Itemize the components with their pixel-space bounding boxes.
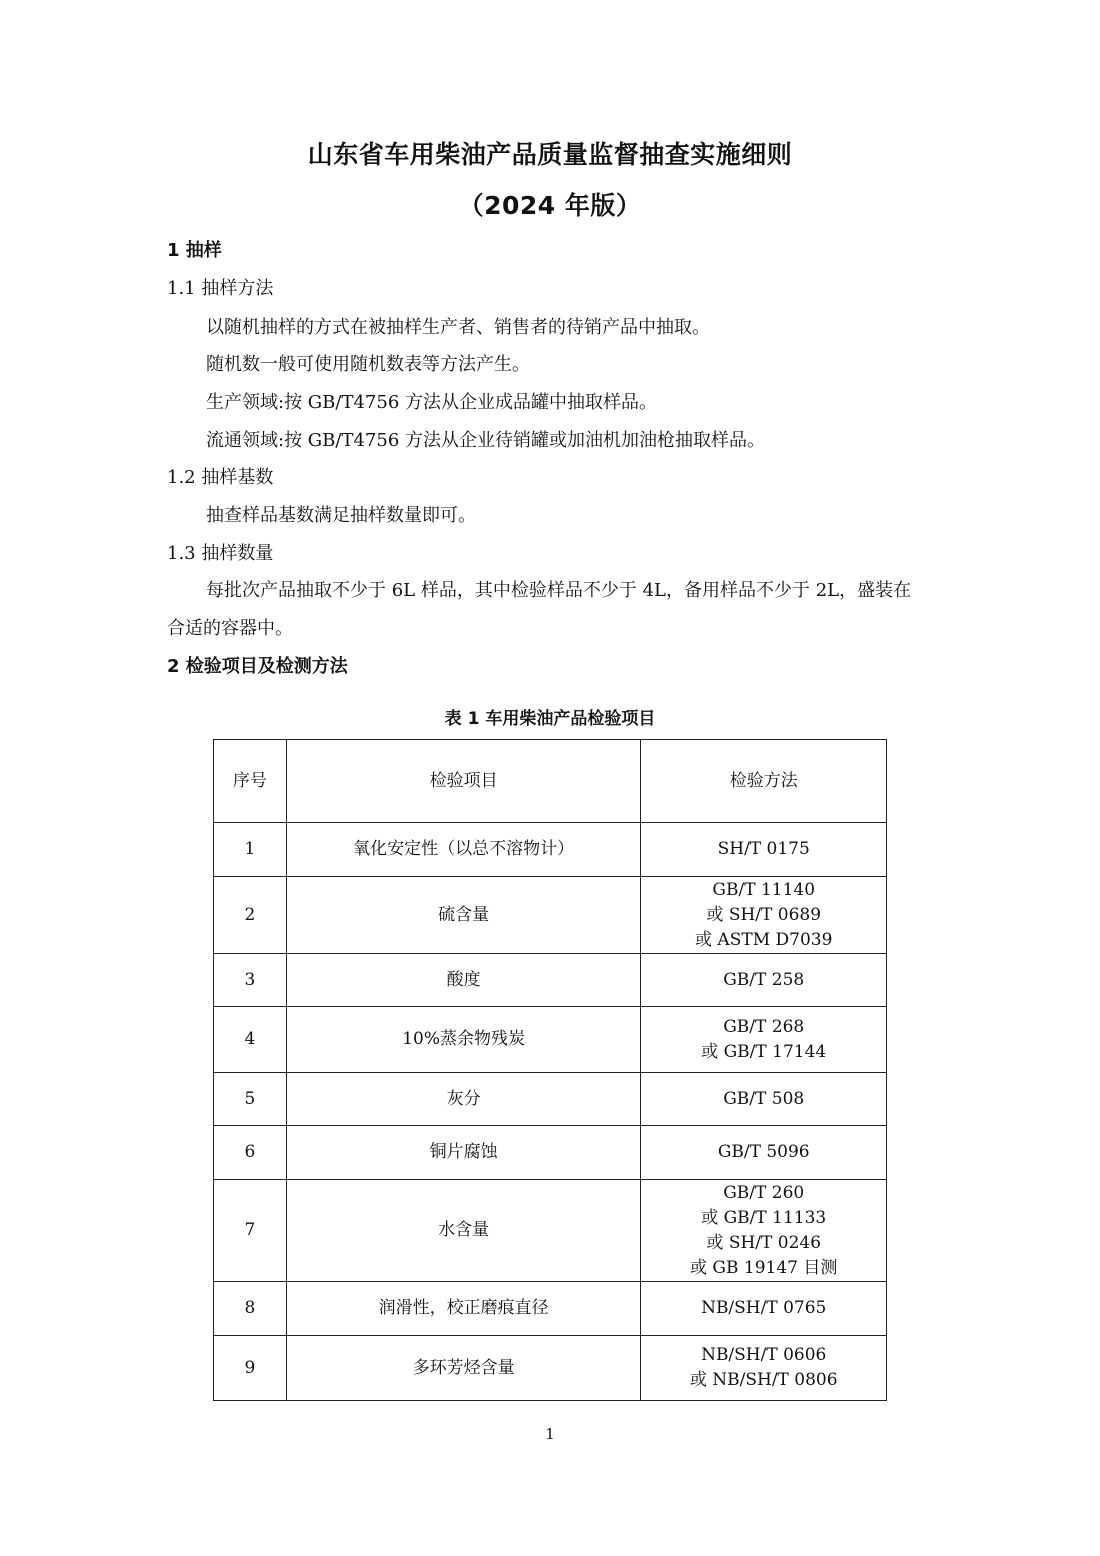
cell-inspection-item: 水含量: [286, 1180, 641, 1282]
paragraph: 以随机抽样的方式在被抽样生产者、销售者的待销产品中抽取。: [206, 317, 710, 338]
cell-serial-number: 4: [214, 1007, 287, 1073]
table-row: [214, 1336, 887, 1401]
cell-inspection-method: [641, 1282, 887, 1336]
method-line: 或 ASTM D7039: [695, 929, 833, 950]
cell-inspection-method: [641, 1007, 887, 1073]
cell-inspection-item: 多环芳烃含量: [286, 1336, 641, 1401]
method-line: 或 SH/T 0246: [706, 1232, 822, 1253]
method-line: SH/T 0175: [717, 839, 810, 859]
table-row: [214, 1073, 887, 1126]
inspection-items-table: [213, 739, 887, 1401]
cell-inspection-item: 氧化安定性（以总不溶物计）: [286, 823, 641, 877]
cell-inspection-item: 酸度: [286, 954, 641, 1007]
cell-serial-number: 2: [214, 877, 287, 954]
paragraph: 生产领域:按 GB/T4756 方法从企业成品罐中抽取样品。: [206, 392, 657, 413]
method-line: GB/T 268: [723, 1016, 805, 1037]
method-line: GB/T 508: [723, 1088, 805, 1109]
header-inspection-item: 检验项目: [286, 740, 641, 823]
section-1-heading: 1 抽样: [167, 240, 222, 261]
method-line: GB/T 11140: [712, 879, 816, 900]
cell-serial-number: 5: [214, 1073, 287, 1126]
paragraph: 每批次产品抽取不少于 6L 样品，其中检验样品不少于 4L，备用样品不少于 2L，盛装在: [206, 580, 912, 601]
cell-serial-number: 9: [214, 1336, 287, 1401]
method-line: GB/T 258: [723, 969, 805, 990]
table-caption: 表 1 车用柴油产品检验项目: [444, 709, 656, 729]
table-row: [214, 1180, 887, 1282]
cell-inspection-method: [641, 1336, 887, 1401]
section-2-heading: 2 检验项目及检测方法: [167, 656, 348, 677]
table-row: [214, 954, 887, 1007]
cell-serial-number: 1: [214, 823, 287, 877]
table-row: [214, 1282, 887, 1336]
document-subtitle: （2024 年版）: [458, 191, 642, 220]
cell-serial-number: 8: [214, 1282, 287, 1336]
method-line: GB/T 5096: [717, 1142, 810, 1162]
table-row: [214, 1126, 887, 1180]
paragraph: 流通领域:按 GB/T4756 方法从企业待销罐或加油机加油枪抽取样品。: [206, 430, 765, 451]
cell-inspection-item: 灰分: [286, 1073, 641, 1126]
cell-inspection-item: 铜片腐蚀: [286, 1126, 641, 1180]
method-line: 或 GB/T 17144: [701, 1041, 827, 1062]
cell-inspection-method: [641, 1073, 887, 1126]
document-title: 山东省车用柴油产品质量监督抽查实施细则: [307, 140, 793, 169]
method-line: 或 GB 19147 目测: [690, 1257, 838, 1278]
paragraph: 随机数一般可使用随机数表等方法产生。: [206, 354, 530, 375]
table-row: [214, 1007, 887, 1073]
paragraph: 抽查样品基数满足抽样数量即可。: [206, 505, 476, 526]
method-line: NB/SH/T 0765: [701, 1298, 827, 1318]
section-1-3-heading: 1.3 抽样数量: [167, 543, 274, 564]
method-line: 或 GB/T 11133: [701, 1207, 827, 1228]
cell-inspection-method: [641, 1126, 887, 1180]
paragraph-continuation: 合适的容器中。: [167, 618, 293, 639]
cell-inspection-method: [641, 954, 887, 1007]
method-line: GB/T 260: [723, 1182, 805, 1203]
cell-serial-number: 3: [214, 954, 287, 1007]
table-header-row: [214, 740, 887, 823]
cell-inspection-method: [641, 1180, 887, 1282]
table-row: [214, 823, 887, 877]
header-serial-number: 序号: [214, 740, 287, 823]
cell-serial-number: 6: [214, 1126, 287, 1180]
page-number: 1: [545, 1425, 555, 1443]
cell-serial-number: 7: [214, 1180, 287, 1282]
cell-inspection-item: 硫含量: [286, 877, 641, 954]
method-line: NB/SH/T 0606: [701, 1345, 827, 1365]
cell-inspection-method: [641, 877, 887, 954]
cell-inspection-item: 润滑性，校正磨痕直径: [286, 1282, 641, 1336]
table-row: [214, 877, 887, 954]
table-body: [214, 823, 887, 1401]
section-1-1-heading: 1.1 抽样方法: [167, 278, 274, 299]
method-line: 或 NB/SH/T 0806: [689, 1370, 838, 1390]
section-1-2-heading: 1.2 抽样基数: [167, 467, 274, 488]
header-inspection-method: 检验方法: [641, 740, 887, 823]
method-line: 或 SH/T 0689: [706, 904, 822, 925]
cell-inspection-item: 10%蒸余物残炭: [286, 1007, 641, 1073]
cell-inspection-method: [641, 823, 887, 877]
